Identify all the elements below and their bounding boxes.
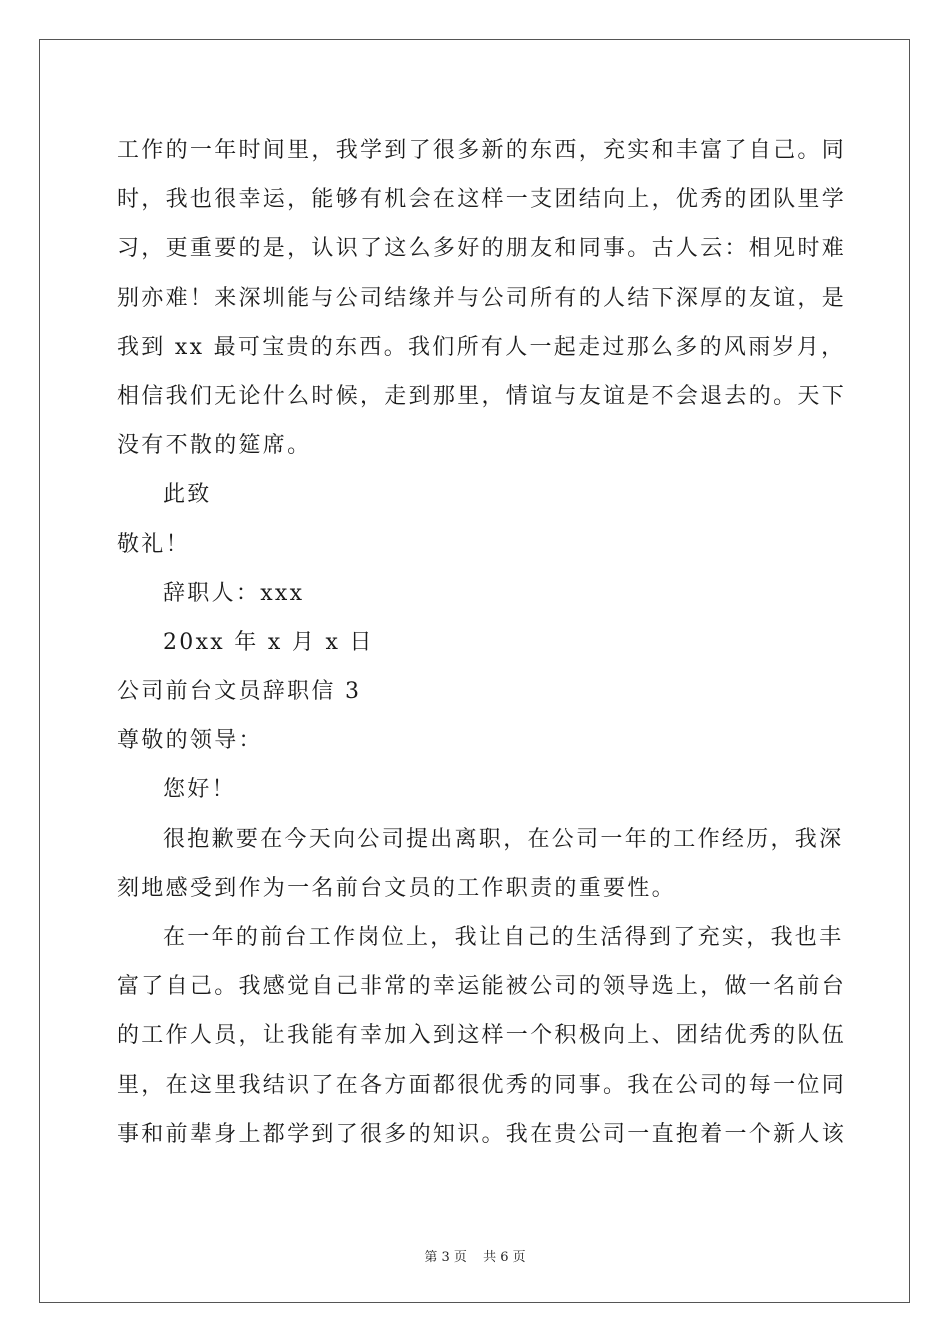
page-number: 第 3 页 [424, 1250, 467, 1265]
text-line: 别亦难！来深圳能与公司结缘并与公司所有的人结下深厚的友谊，是 [117, 285, 847, 311]
text-line: 此致 [163, 482, 212, 508]
page-total: 共 6 页 [483, 1250, 526, 1265]
text-line: 我到 xx 最可宝贵的东西。我们所有人一起走过那么多的风雨岁月， [117, 334, 846, 360]
text-line: 没有不散的筵席。 [117, 433, 312, 459]
text-line: 辞职人：xxx [163, 580, 305, 606]
text-line: 事和前辈身上都学到了很多的知识。我在贵公司一直抱着一个新人该 [117, 1121, 847, 1147]
document-body [117, 126, 847, 1159]
text-line: 的工作人员，让我能有幸加入到这样一个积极向上、团结优秀的队伍 [117, 1023, 847, 1049]
text-line: 刻地感受到作为一名前台文员的工作职责的重要性。 [117, 875, 676, 901]
text-line: 时，我也很幸运，能够有机会在这样一支团结向上，优秀的团队里学 [117, 187, 847, 213]
text-line: 尊敬的领导： [117, 728, 263, 754]
text-line: 很抱歉要在今天向公司提出离职，在公司一年的工作经历，我深 [163, 826, 844, 852]
page-footer [0, 1246, 950, 1265]
text-line: 里，在这里我结识了在各方面都很优秀的同事。我在公司的每一位同 [117, 1072, 847, 1098]
text-line: 习，更重要的是，认识了这么多好的朋友和同事。古人云：相见时难 [117, 236, 847, 262]
text-line: 敬礼！ [117, 531, 190, 557]
text-line: 工作的一年时间里，我学到了很多新的东西，充实和丰富了自己。同 [117, 138, 847, 163]
text-line: 富了自己。我感觉自己非常的幸运能被公司的领导选上，做一名前台 [117, 974, 847, 1000]
text-line: 您好！ [163, 777, 236, 803]
text-line: 20xx 年 x 月 x 日 [163, 629, 374, 655]
text-line: 在一年的前台工作岗位上，我让自己的生活得到了充实，我也丰 [163, 925, 844, 950]
text-line: 公司前台文员辞职信 3 [117, 679, 362, 705]
text-line: 相信我们无论什么时候，走到那里，情谊与友谊是不会退去的。天下 [117, 383, 847, 409]
